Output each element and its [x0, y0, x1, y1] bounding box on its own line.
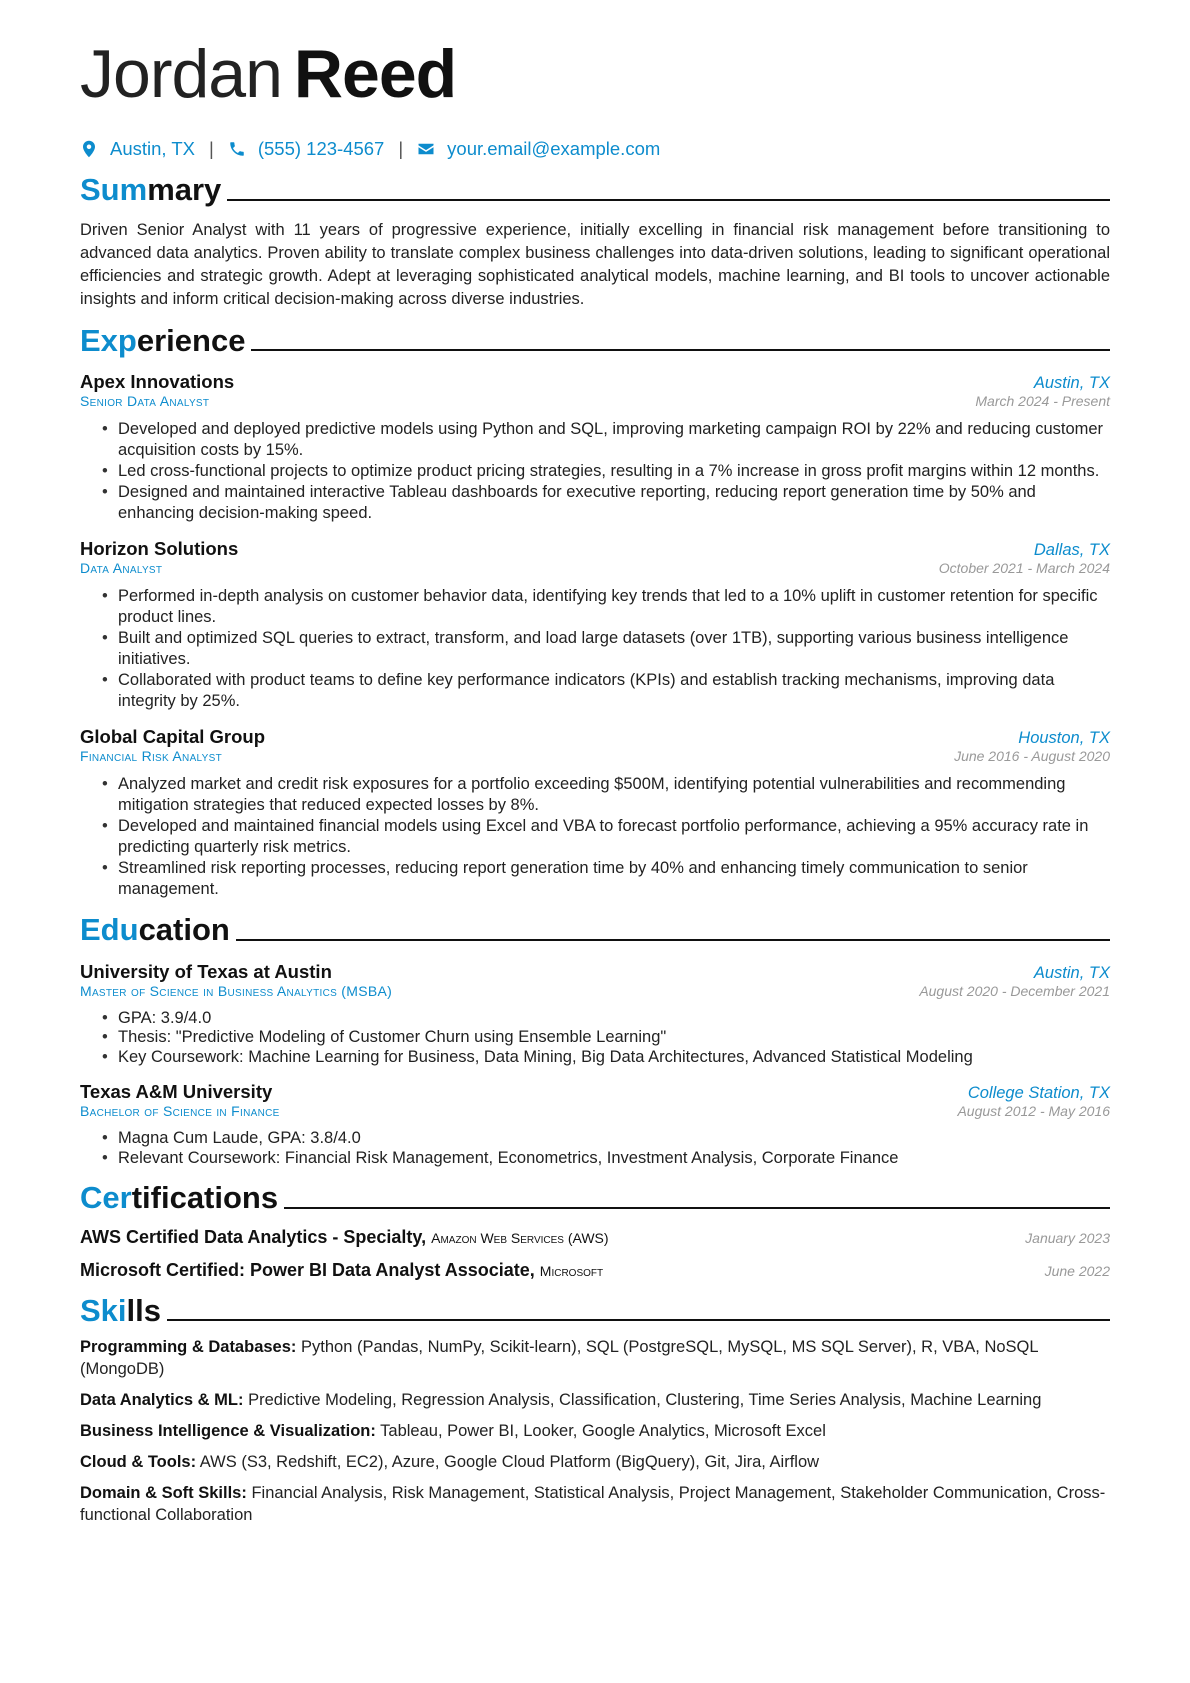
- skill-row: [80, 1389, 1110, 1411]
- section-rule: [251, 349, 1110, 351]
- education-dates: August 2012 - May 2016: [957, 1103, 1110, 1120]
- experience-heading-rest: erience: [136, 322, 246, 358]
- skills-heading: [80, 1292, 1110, 1328]
- job-dates: October 2021 - March 2024: [938, 560, 1110, 577]
- skill-row: [80, 1420, 1110, 1442]
- certifications-heading-rest: tifications: [131, 1180, 279, 1216]
- certification-name: Microsoft Certified: Power BI Data Analyst Associate: [80, 1259, 530, 1280]
- contact-phone[interactable]: [228, 138, 385, 160]
- company-name: Apex Innovations: [80, 371, 235, 393]
- job-dates: March 2024 - Present: [975, 393, 1110, 410]
- skill-label: Programming & Databases:: [80, 1338, 297, 1357]
- list-item: • Built and optimized SQL queries to extract, transform, and load large datasets (over 1TB), supporting various business intelligence initiatives.: [118, 628, 1110, 670]
- school-name: University of Texas at Austin: [80, 960, 332, 982]
- job-location: Dallas, TX: [1033, 541, 1110, 560]
- job-title: Senior Data Analyst: [80, 393, 210, 410]
- map-pin-icon: [80, 140, 98, 158]
- degree-name: Bachelor of Science in Finance: [80, 1103, 280, 1120]
- certification-entry: Microsoft Certified: Power BI Data Analyst Associate, Microsoft June 2022: [80, 1259, 1110, 1280]
- certification-date: June 2022: [1044, 1262, 1110, 1279]
- experience-heading: [80, 322, 1110, 358]
- experience-entry: [80, 726, 1110, 900]
- contact-location: [80, 138, 195, 160]
- phone-icon: [228, 140, 246, 158]
- education-heading-accent: Edu: [80, 912, 139, 948]
- job-title: Data Analyst: [80, 560, 163, 577]
- list-item: • Analyzed market and credit risk exposures for a portfolio exceeding $500M, identifying potential vulnerabilities and recommending mitigation strategies that reduced expected losses by 8%.: [118, 774, 1110, 816]
- summary-heading-accent: Sum: [80, 172, 148, 207]
- skill-label: Cloud & Tools:: [80, 1453, 197, 1472]
- list-item: • Key Coursework: Machine Learning for Business, Data Mining, Big Data Architectures, Advanced Statistical Modeling: [118, 1048, 1110, 1068]
- skill-label: Business Intelligence & Visualization:: [80, 1422, 376, 1441]
- skills-heading-accent: Ski: [80, 1292, 127, 1328]
- summary-heading: [80, 174, 1110, 207]
- skills-heading-rest: lls: [126, 1292, 161, 1328]
- list-item: • Developed and deployed predictive models using Python and SQL, improving marketing campaign ROI by 22% and reducing customer acquisition costs by 15%.: [118, 419, 1110, 461]
- job-title: Financial Risk Analyst: [80, 748, 223, 765]
- candidate-name: [80, 36, 1110, 112]
- list-item: • Relevant Coursework: Financial Risk Management, Econometrics, Investment Analysis, Corporate Finance: [118, 1149, 1110, 1169]
- certification-issuer: Amazon Web Services (AWS): [431, 1229, 609, 1246]
- summary-heading-rest: mary: [147, 172, 222, 207]
- skill-row: [80, 1482, 1110, 1526]
- experience-entry: [80, 371, 1110, 524]
- company-name: Global Capital Group: [80, 726, 266, 748]
- school-location: Austin, TX: [1033, 963, 1110, 982]
- certification-issuer: Microsoft: [539, 1262, 604, 1279]
- list-item: • Magna Cum Laude, GPA: 3.8/4.0: [118, 1129, 1110, 1149]
- contact-email[interactable]: [417, 138, 660, 160]
- experience-heading-accent: Exp: [80, 322, 137, 358]
- skill-value: Financial Analysis, Risk Management, Statistical Analysis, Project Management, Stakeholder Communication, Cross-functional Collaboration: [80, 1484, 1106, 1525]
- company-name: Horizon Solutions: [80, 538, 239, 560]
- school-location: College Station, TX: [967, 1084, 1110, 1103]
- job-dates: June 2016 - August 2020: [954, 748, 1110, 765]
- education-entry: [80, 961, 1110, 1068]
- certification-name: AWS Certified Data Analytics - Specialty: [80, 1226, 422, 1247]
- certifications-heading-accent: Cer: [80, 1180, 132, 1216]
- skill-value: AWS (S3, Redshift, EC2), Azure, Google Cloud Platform (BigQuery), Git, Jira, Airflow: [199, 1453, 820, 1472]
- list-item: • Thesis: "Predictive Modeling of Customer Churn using Ensemble Learning": [118, 1028, 1110, 1048]
- section-rule: [167, 1319, 1110, 1321]
- education-heading-rest: cation: [138, 912, 230, 948]
- skill-label: Data Analytics & ML:: [80, 1391, 244, 1410]
- school-name: Texas A&M University: [80, 1081, 273, 1103]
- certifications-heading: [80, 1182, 1110, 1215]
- contact-separator: |: [209, 138, 214, 159]
- job-location: Austin, TX: [1033, 374, 1110, 393]
- section-rule: [284, 1207, 1110, 1209]
- section-rule: [227, 199, 1110, 201]
- envelope-icon: [417, 140, 435, 158]
- education-dates: August 2020 - December 2021: [919, 982, 1110, 999]
- list-item: • Designed and maintained interactive Tableau dashboards for executive reporting, reducing report generation time by 50% and enhancing decision-making speed.: [118, 482, 1110, 524]
- list-item: • GPA: 3.9/4.0: [118, 1009, 1110, 1029]
- section-rule: [236, 939, 1110, 941]
- skill-label: Domain & Soft Skills:: [80, 1484, 247, 1503]
- experience-entry: [80, 538, 1110, 712]
- certification-date: January 2023: [1025, 1229, 1110, 1246]
- list-item: • Developed and maintained financial models using Excel and VBA to forecast portfolio performance, achieving a 95% accuracy rate in predicting quarterly risk metrics.: [118, 816, 1110, 858]
- list-item: • Streamlined risk reporting processes, reducing report generation time by 40% and enhancing timely communication to senior management.: [118, 858, 1110, 900]
- education-heading: [80, 914, 1110, 947]
- list-item: • Led cross-functional projects to optimize product pricing strategies, resulting in a 7% increase in gross profit margins within 12 months.: [118, 461, 1110, 482]
- skill-value: Python (Pandas, NumPy, Scikit-learn), SQL (PostgreSQL, MySQL, MS SQL Server), R, VBA, NoSQL (MongoDB): [80, 1338, 1038, 1379]
- list-item: • Collaborated with product teams to define key performance indicators (KPIs) and establish tracking mechanisms, improving data integrity by 25%.: [118, 670, 1110, 712]
- certification-entry: AWS Certified Data Analytics - Specialty, Amazon Web Services (AWS) January 2023: [80, 1226, 1110, 1247]
- job-location: Houston, TX: [1018, 729, 1110, 748]
- first-name: Jordan: [80, 36, 282, 112]
- contact-bar: [80, 138, 1110, 160]
- email-link[interactable]: your.email@example.com: [447, 138, 661, 159]
- phone-text[interactable]: (555) 123-4567: [257, 138, 385, 159]
- skill-value: Predictive Modeling, Regression Analysis, Classification, Clustering, Time Series Analysis, Machine Learning: [248, 1391, 1042, 1410]
- degree-name: Master of Science in Business Analytics (MSBA): [80, 982, 393, 999]
- list-item: • Performed in-depth analysis on customer behavior data, identifying key trends that led to a 10% uplift in customer retention for specific product lines.: [118, 586, 1110, 628]
- skill-row: [80, 1336, 1110, 1380]
- skill-value: Tableau, Power BI, Looker, Google Analytics, Microsoft Excel: [380, 1422, 826, 1441]
- location-text: Austin, TX: [110, 138, 196, 159]
- summary-text: Driven Senior Analyst with 11 years of progressive experience, initially excelling in financial risk management before transitioning to advanced data analytics. Proven ability to translate complex business challenges into data-driven solutions, leading to significant operational efficiencies and strategic growth. Adept at leveraging sophisticated analytical models, machine learning, and BI tools to uncover actionable insights and inform critical decision-making across diverse industries.: [80, 220, 1110, 308]
- contact-separator: |: [398, 138, 404, 159]
- skill-row: [80, 1451, 1110, 1473]
- education-entry: [80, 1081, 1110, 1168]
- last-name: Reed: [293, 36, 457, 112]
